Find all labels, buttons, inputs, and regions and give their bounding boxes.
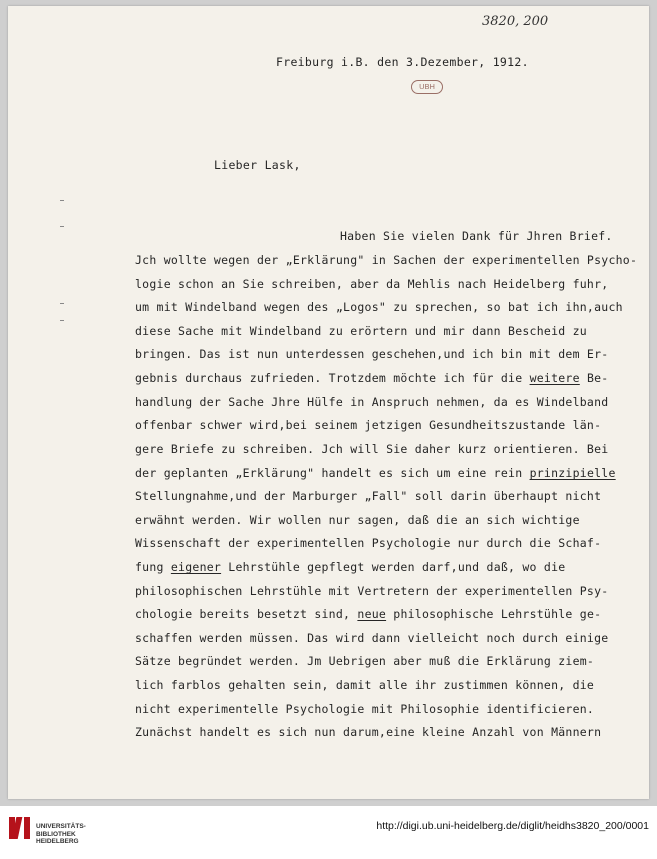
underlined-word: prinzipielle [529, 466, 616, 480]
letter-line: fung eigener Lehrstühle gepflegt werden darf,und daß, wo die [135, 560, 566, 574]
letter-line: Wissenschaft der experimentellen Psychologie nur durch die Schaf- [135, 536, 602, 550]
letter-line: Stellungnahme,und der Marburger „Fall" soll darin überhaupt nicht [135, 489, 602, 503]
letter-line: handlung der Sache Jhre Hülfe in Anspruch nehmen, da es Windelband [135, 395, 609, 409]
letter-line: logie schon an Sie schreiben, aber da Mehlis nach Heidelberg fuhr, [135, 277, 609, 291]
letter-line: offenbar schwer wird,bei seinem jetzigen Gesundheitszustande län- [135, 418, 602, 432]
letter-line: Haben Sie vielen Dank für Jhren Brief. [340, 229, 613, 243]
letter-line: Jch wollte wegen der „Erklärung" in Sachen der experimentellen Psycho- [135, 253, 638, 267]
archive-reference: 3820, 200 [482, 14, 549, 29]
letter-line: erwähnt werden. Wir wollen nur sagen, daß die an sich wichtige [135, 513, 580, 527]
underlined-word: neue [357, 607, 387, 621]
library-logo-icon [8, 814, 32, 842]
viewer-footer [0, 806, 657, 859]
letter-line: nicht experimentelle Psychologie mit Philosophie identificieren. [135, 702, 595, 716]
library-logo-text: UNIVERSITÄTS- BIBLIOTHEK HEIDELBERG [36, 823, 86, 845]
letter-line: um mit Windelband wegen des „Logos" zu sprechen, so bat ich ihn,auch [135, 300, 623, 314]
letter-line: der geplanten „Erklärung" handelt es sich um eine rein prinzipielle [135, 466, 616, 480]
letter-line: diese Sache mit Windelband zu erörtern und mir dann Bescheid zu [135, 324, 587, 338]
margin-mark [60, 303, 64, 304]
margin-mark [60, 320, 64, 321]
underlined-word: eigener [170, 560, 222, 574]
letter-line: gebnis durchaus zufrieden. Trotzdem möchte ich für die weitere Be- [135, 371, 609, 385]
letter-line: philosophischen Lehrstühle mit Vertretern der experimentellen Psy- [135, 584, 609, 598]
dateline: Freiburg i.B. den 3.Dezember, 1912. [276, 55, 529, 69]
margin-mark [60, 226, 64, 227]
salutation: Lieber Lask, [214, 158, 301, 172]
letter-line: chologie bereits besetzt sind, neue philosophische Lehrstühle ge- [135, 607, 602, 621]
underlined-word: weitere [529, 371, 580, 385]
letter-line: Zunächst handelt es sich nun darum,eine kleine Anzahl von Männern [135, 725, 602, 739]
margin-mark [60, 200, 64, 201]
library-stamp: UBH [411, 80, 443, 94]
letter-line: schaffen werden müssen. Das wird dann vielleicht noch durch einige [135, 631, 609, 645]
letter-line: bringen. Das ist nun unterdessen geschehen,und ich bin mit dem Er- [135, 347, 609, 361]
letter-line: gere Briefe zu schreiben. Jch will Sie daher kurz orientieren. Bei [135, 442, 609, 456]
letter-line: Sätze begründet werden. Jm Uebrigen aber muß die Erklärung ziem- [135, 654, 595, 668]
permalink-url[interactable]: http://digi.ub.uni-heidelberg.de/diglit/heidhs3820_200/0001 [376, 820, 649, 832]
letter-line: lich farblos gehalten sein, damit alle ihr zustimmen können, die [135, 678, 595, 692]
